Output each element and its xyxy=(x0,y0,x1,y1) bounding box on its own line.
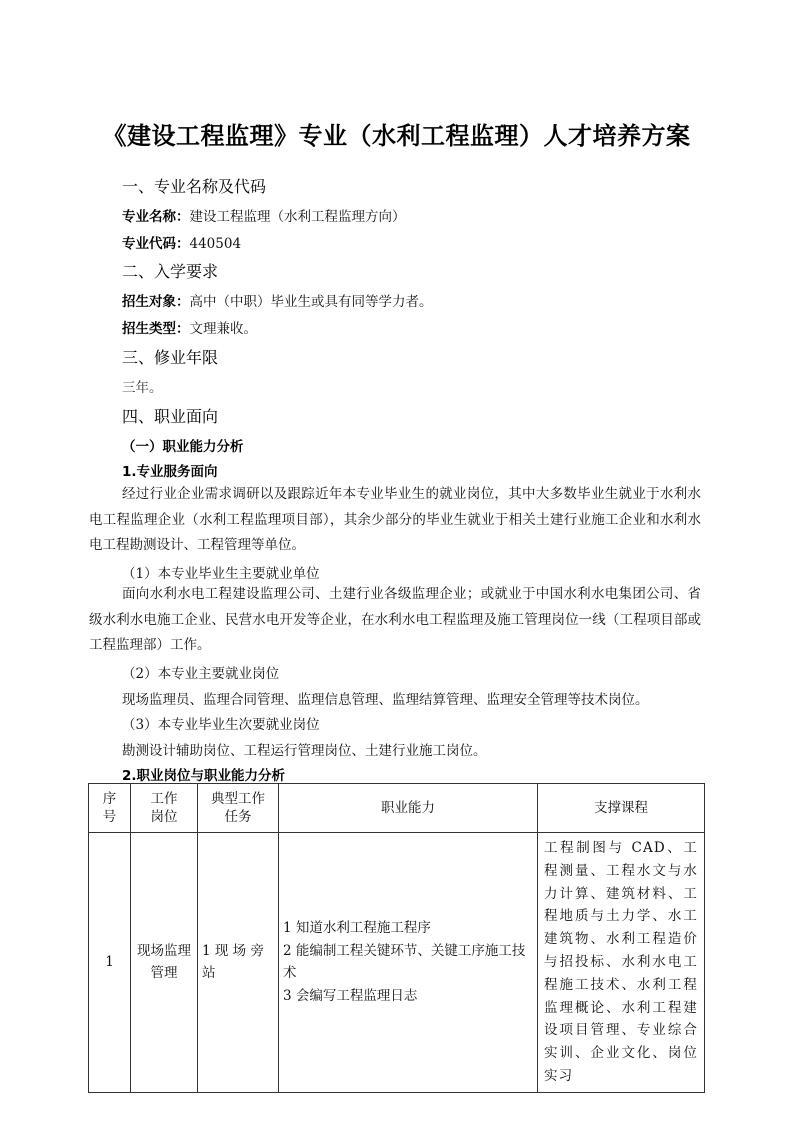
major-name-label: 专业名称： xyxy=(122,209,190,225)
cell-courses: 工程制图与 CAD、工程测量、工程水文与水力计算、建筑材料、工程地质与土力学、水工建筑物、水利工程造价与招投标、水利水电工程施工技术、水利工程监理概论、水利工程建设项目管理、专业综合实训、企业文化、岗位实习 xyxy=(538,833,705,1093)
section-heading-career: 四、职业面向 xyxy=(122,407,219,426)
enroll-type-label: 招生类型： xyxy=(122,321,190,337)
enroll-target-value: 高中（中职）毕业生或具有同等学力者。 xyxy=(189,294,433,310)
enroll-target-row xyxy=(122,290,433,310)
enroll-type-row xyxy=(122,317,257,337)
item1-text: 面向水利水电工程建设监理公司、土建行业各级监理企业；或就业于中国水利水电集团公司、省级水利水电施工企业、民营水电开发等企业，在水利水电工程监理及施工管理岗位一线（工程项目部或工程监理部）工作。 xyxy=(89,586,701,653)
paragraph-intro: 经过行业企业需求调研以及跟踪近年本专业毕业生的就业岗位，其中大多数毕业生就业于水利水电工程监理企业（水利工程监理项目部），其余少部分的毕业生就业于相关土建行业施工企业和水利水电工程勘测设计、工程管理等单位。 xyxy=(89,486,701,553)
item2-heading: （2）本专业主要就业岗位 xyxy=(122,666,280,682)
ability-item: 3 会编写工程监理日志 xyxy=(283,988,418,1005)
subsection-heading-service: 1.专业服务面向 xyxy=(122,464,218,480)
subsection-heading-post-ability: 2.职业岗位与职业能力分析 xyxy=(122,768,286,784)
cell-abilities xyxy=(279,833,538,1093)
item3-heading: （3）本专业毕业生次要就业岗位 xyxy=(122,717,320,733)
section-heading-major: 一、专业名称及代码 xyxy=(122,177,267,196)
major-name-row xyxy=(122,205,406,225)
item2-text: 现场监理员、监理合同管理、监理信息管理、监理结算管理、监理安全管理等技术岗位。 xyxy=(122,692,649,708)
enroll-target-label: 招生对象： xyxy=(122,294,190,310)
document-title: 《建设工程监理》专业（水利工程监理）人才培养方案 xyxy=(102,121,691,150)
table-row xyxy=(89,833,705,1093)
duration-value: 三年。 xyxy=(122,380,163,396)
major-code-value: 440504 xyxy=(189,236,242,252)
ability-item: 1 知道水利工程施工程序 xyxy=(283,919,431,936)
section-heading-admission: 二、入学要求 xyxy=(122,262,219,281)
cell-task: 1 现 场 旁 站 xyxy=(198,833,279,1093)
major-code-label: 专业代码： xyxy=(122,236,190,252)
post-ability-table xyxy=(88,783,705,1093)
major-name-value: 建设工程监理（水利工程监理方向） xyxy=(189,209,406,225)
major-code-row xyxy=(122,232,241,252)
cell-num: 1 xyxy=(89,833,131,1093)
header-post: 工作 岗位 xyxy=(131,784,198,833)
cell-post: 现场监理管理 xyxy=(131,833,198,1093)
item1-heading: （1）本专业毕业生主要就业单位 xyxy=(122,566,320,582)
header-num: 序 号 xyxy=(89,784,131,833)
header-ability: 职业能力 xyxy=(279,784,538,833)
header-task: 典型工作 任务 xyxy=(198,784,279,833)
header-courses: 支撑课程 xyxy=(538,784,705,833)
section-heading-duration: 三、修业年限 xyxy=(122,348,219,367)
item3-text: 勘测设计辅助岗位、工程运行管理岗位、土建行业施工岗位。 xyxy=(122,743,487,759)
enroll-type-value: 文理兼收。 xyxy=(189,321,257,337)
ability-item: 2 能编制工程关键环节、关键工序施工技术 xyxy=(283,942,526,982)
subsection-heading-ability-analysis: （一）职业能力分析 xyxy=(122,439,244,455)
table-header-row xyxy=(89,784,705,833)
